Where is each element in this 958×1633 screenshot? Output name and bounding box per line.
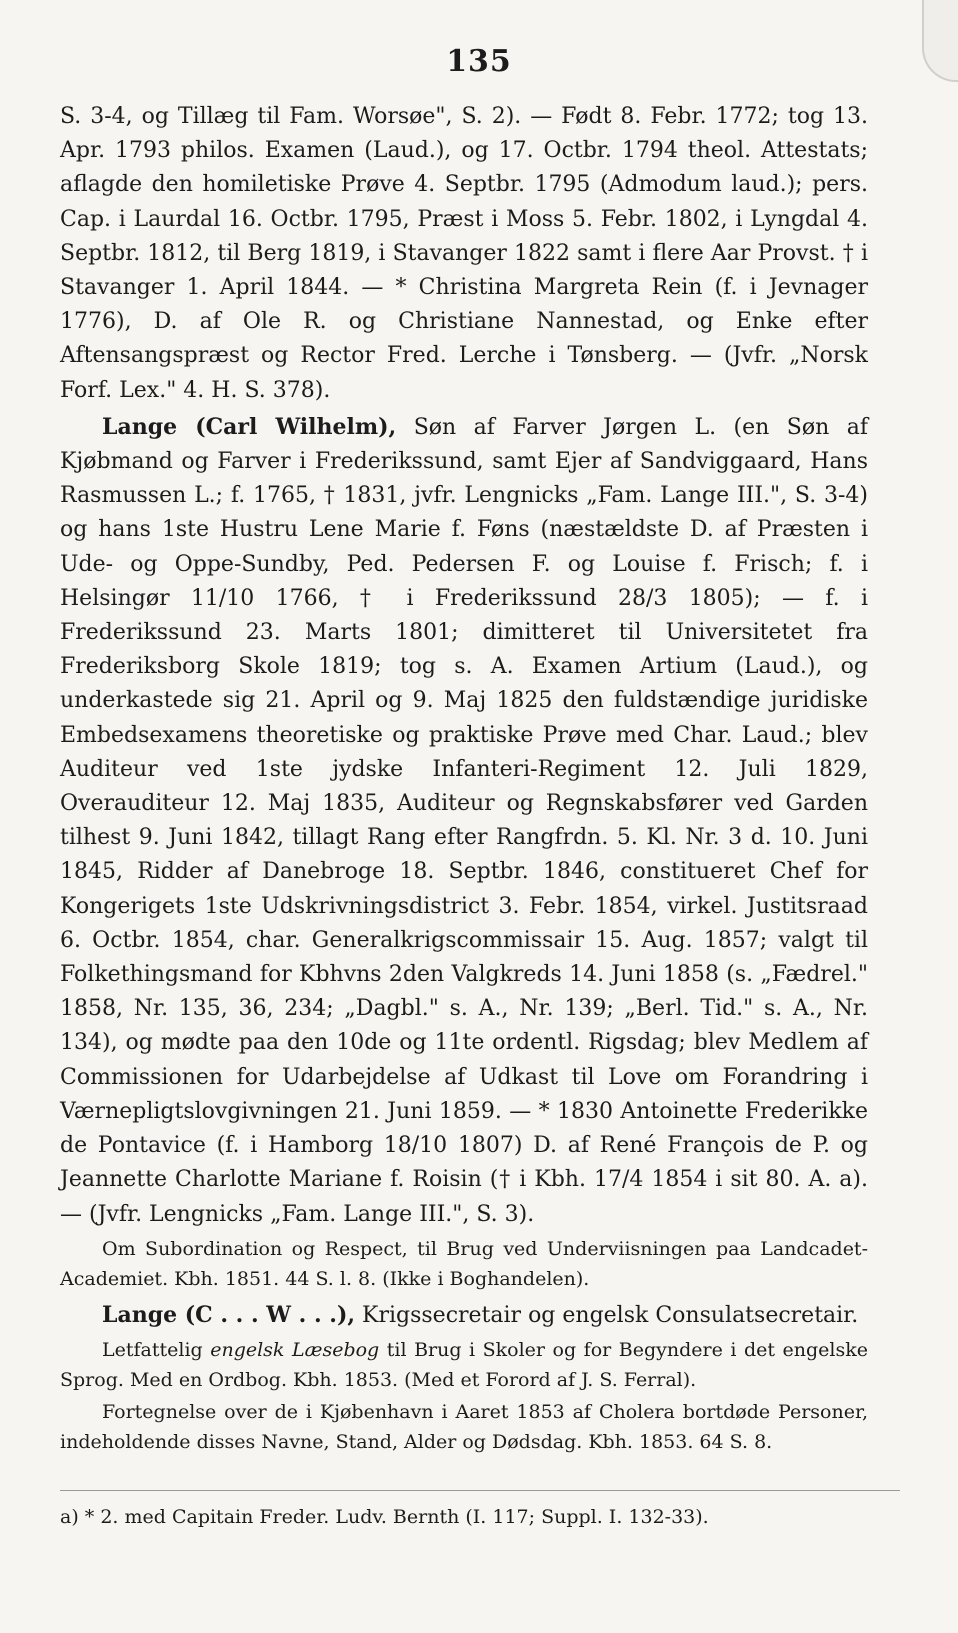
entry-lange-carl-wilhelm [60, 410, 868, 1232]
work-subordination: Om Subordination og Respect, til Brug ved Underviisningen paa Landcadet-Academiet. Kbh. 1851. 44 S. l. 8. (Ikke i Boghandelen). [60, 1237, 868, 1290]
entry-lange-c-w-head: Lange (C . . . W . . .), [102, 1301, 356, 1328]
entry-previous-continuation: S. 3-4, og Tillæg til Fam. Worsøe", S. 2). — Født 8. Febr. 1772; tog 13. Apr. 1793 philos. Examen (Laud.), og 17. Octbr. 1794 theol. Attestats; aflagde den homiletiske Prøve 4. Septbr. 1795 (Admodum laud.); pers. Cap. i Laurdal 16. Octbr. 1795, Præst i Moss 5. Febr. 1802, i Lyngdal 4. Septbr. 1812, til Berg 1819, i Stavanger 1822 samt i flere Aar Provst. † i Stavanger 1. April 1844. — * Christina Margreta Rein (f. i Jevnager 1776), D. af Ole R. og Christiane Nannestad, og Enke efter Aftensangspræst og Rector Fred. Lerche i Tønsberg. — (Jvfr. „Norsk Forf. Lex." 4. H. S. 378). [60, 104, 868, 403]
page-number: 135 [446, 44, 512, 79]
work-cholera-fortegnelse: Fortegnelse over de i Kjøbenhavn i Aaret 1853 af Cholera bortdøde Personer, indeholdende disses Navne, Stand, Alder og Dødsdag. Kbh. 1853. 64 S. 8. [60, 1400, 868, 1453]
work-laesebog-rest: til Brug i Skoler og for Begyndere i det engelske Sprog. Med en Ordbog. Kbh. 1853. (Med et Forord af J. S. Ferral). [60, 1338, 868, 1391]
work-laesebog-title: engelsk Læsebog [210, 1338, 380, 1361]
page-body [60, 100, 868, 1457]
entry-lange-carl-wilhelm-head: Lange (Carl Wilhelm), [102, 413, 397, 440]
work-laesebog [60, 1335, 868, 1395]
footnote: a) * 2. med Capitain Freder. Ludv. Bernth (I. 117; Suppl. I. 132-33). [60, 1506, 709, 1528]
work-laesebog-prefix: Letfattelig [102, 1338, 203, 1361]
footnote-divider [60, 1490, 900, 1491]
entry-lange-carl-wilhelm-text: Søn af Farver Jørgen L. (en Søn af Kjøbmand og Farver i Frederikssund, samt Ejer af Sandviggaard, Hans Rasmussen L.; f. 1765, † 1831, jvfr. Lengnicks „Fam. Lange III.", S. 3-4) og hans 1ste Hustru Lene Marie f. Føns (næstældste D. af Præsten i Ude- og Oppe-Sundby, Ped. Pedersen F. og Louise f. Frisch; f. i Helsingør 11/10 1766, † i Frederikssund 28/3 1805); — f. i Frederikssund 23. Marts 1801; dimitteret til Universitetet fra Frederiksborg Skole 1819; tog s. A. Examen Artium (Laud.), og underkastede sig 21. April og 9. Maj 1825 den fuldstændige juridiske Embedsexamens theoretiske og praktiske Prøve med Char. Laud.; blev Auditeur ved 1ste jydske Infanteri-Regiment 12. Juli 1829, Overauditeur 12. Maj 1835, Auditeur og Regnskabsfører ved Garden tilhest 9. Juni 1842, tillagt Rang efter Rangfrdn. 5. Kl. Nr. 3 d. 10. Juni 1845, Ridder af Danebroge 18. Septbr. 1846, constitueret Chef for Kongerigets 1ste Udskrivningsdistrict 3. Febr. 1854, virkel. Justitsraad 6. Octbr. 1854, char. Generalkrigscommissair 15. Aug. 1857; valgt til Folkethingsmand for Kbhvns 2den Valgkreds 14. Juni 1858 (s. „Fædrel." 1858, Nr. 135, 36, 234; „Dagbl." s. A., Nr. 139; „Berl. Tid." s. A., Nr. 134), og mødte paa den 10de og 11te ordentl. Rigsdag; blev Medlem af Commissionen for Udarbejdelse af Udkast til Love om Forandring i Værnepligtslovgivningen 21. Juni 1859. — * 1830 Antoinette Frederikke de Pontavice (f. i Hamborg 18/10 1807) D. af René François de P. og Jeannette Charlotte Mariane f. Roisin († i Kbh. 17/4 1854 i sit 80. A. a). — (Jvfr. Lengnicks „Fam. Lange III.", S. 3). [60, 414, 868, 1227]
entry-lange-c-w-text: Krigssecretair og engelsk Consulatsecretair. [362, 1302, 859, 1328]
entry-lange-c-w [60, 1298, 868, 1333]
